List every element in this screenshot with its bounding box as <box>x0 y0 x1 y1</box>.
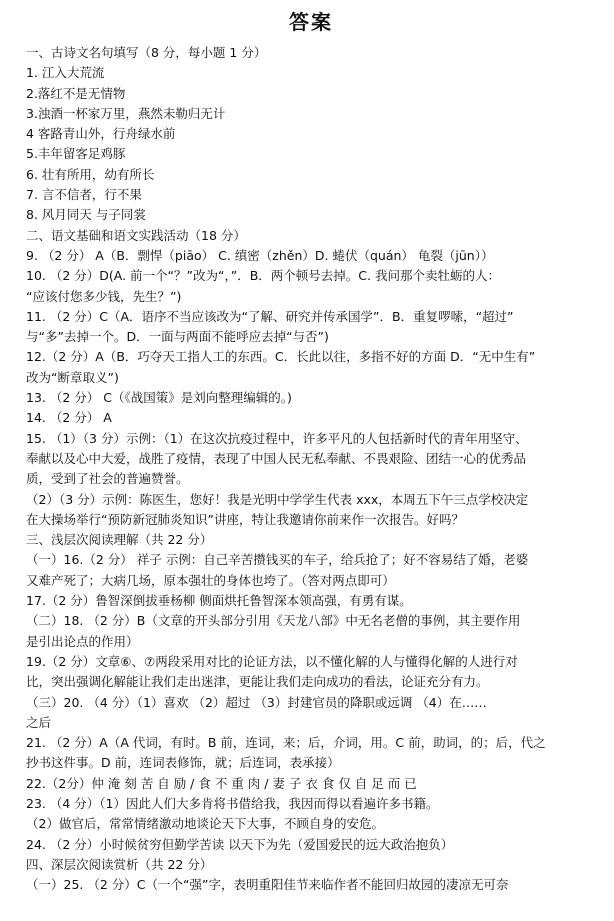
answer-line: （一）16.（2 分） 祥子 示例：自己辛苦攒钱买的车子，给兵抢了；好不容易结了婚，老婆 <box>26 552 529 568</box>
answer-line: 奉献以及心中大爱，战胜了疫情，表现了中国人民无私奉献、不畏艰险、团结一心的优秀品 <box>26 450 527 466</box>
answer-line: 又难产死了；大病几场，原本强壮的身体也垮了。（答对两点即可） <box>26 572 395 588</box>
page-title: 答案 <box>289 10 333 34</box>
answer-line: 抄书这件事。D 前，连词表修饰，就；后连词，表承接） <box>26 755 340 771</box>
answer-line: 24. （2 分）小时候贫穷但勤学苦读 以天下为先（爱国爱民的远大政治抱负） <box>26 836 454 852</box>
answer-line: 13. （2 分） C（《战国策》是刘向整理编辑的。) <box>26 390 292 406</box>
answer-line: 是引出论点的作用） <box>26 633 139 649</box>
answer-line: 改为“断章取义”) <box>26 369 119 385</box>
answer-line: 二、语文基础和语文实践活动（18 分） <box>26 227 246 243</box>
answer-line: 12.（2 分）A（B．巧夺天工指人工的东西。C．长此以往，多指不好的方面 D．“无中生有” <box>26 349 536 365</box>
answer-line: 8. 风月同天 与子同裳 <box>26 207 146 223</box>
answer-line: 23. （4 分）（1）因此人们大多肯将书借给我，我因而得以看遍许多书籍。 <box>26 795 439 811</box>
answer-line: 在大操场举行“预防新冠肺炎知识”讲座，特让我邀请你前来作一次报告。好吗？ <box>26 511 464 527</box>
answer-line: 19.（2 分）文章⑥、⑦两段采用对比的论证方法，以不懂化解的人与懂得化解的人进行对 <box>26 653 518 669</box>
answer-line: 14. （2 分） A <box>26 410 112 426</box>
answer-line: 之后 <box>26 714 52 730</box>
answer-line: 比，突出强调化解能让我们走出迷津，更能让我们走向成功的看法，论证充分有力。 <box>26 674 489 690</box>
answer-line: 质，受到了社会的普遍赞誉。 <box>26 471 189 487</box>
answer-line: （三）20. （4 分）（1）喜欢 （2）超过 （3）封建官员的降职或远调 （4）在…… <box>26 694 487 710</box>
answer-line: 2.落红不是无情物 <box>26 85 126 101</box>
answer-line: 15. （1）（3 分）示例：（1）在这次抗疫过程中，许多平凡的人包括新时代的青年用坚守、 <box>26 430 528 446</box>
answer-line: 一、古诗文名句填写（8 分，每小题 1 分） <box>26 45 267 60</box>
answer-line: 4 客路青山外，行舟绿水前 <box>26 126 176 142</box>
answer-line: 四、深层次阅读赏析（共 22 分） <box>26 856 213 872</box>
answer-line: 11. （2 分）C（A．语序不当应该改为“了解、研究并传承国学”．B．重复啰嗦，“超过” <box>26 308 514 324</box>
answer-line: （二）18. （2 分）B（文章的开头部分引用《天龙八部》中无名老僧的事例，其主要作用 <box>26 613 521 629</box>
answer-line: 22.（2分）仲 淹 刻 苦 自 励 / 食 不 重 肉 / 妻 子 衣 食 仅 自 足 而 已 <box>26 775 417 791</box>
answer-line: （一）25. （2 分）C（一个“强”字，表明重阳佳节来临作者不能回归故园的凄凉无可奈 <box>26 877 509 893</box>
answer-line: “应该付您多少钱，先生？”) <box>26 288 182 304</box>
answer-line: 三、浅层次阅读理解（共 22 分） <box>26 532 213 548</box>
answer-line: （2）做官后，常常情绪激动地谈论天下大事，不顾自身的安危。 <box>26 816 384 832</box>
answer-line: 6. 壮有所用，幼有所长 <box>26 166 155 182</box>
answer-line: （2）（3 分）示例：陈医生，您好！我是光明中学学生代表 xxx，本周五下午三点学校决定 <box>26 491 529 507</box>
answer-line: 10. （2 分）D(A. 前一个“？”改为“，”．B．两个顿号去掉。C. 我问那个卖牡蛎的人： <box>26 268 500 284</box>
answer-line: 与“多”去掉一个。D．一面与两面不能呼应去掉“与否”) <box>26 329 329 345</box>
answer-line: 9. （2 分） A（B．剽悍（piāo） C. 缜密（zhěn）D. 蜷伏（quán） 龟裂（jūn）） <box>26 247 494 263</box>
answer-line: 3.浊酒一杯家万里，燕然未勒归无计 <box>26 105 226 121</box>
answer-line: 21. （2 分）A（A 代词，有时。B 前，连词，来；后，介词，用。C 前，助词，的；后，代之 <box>26 735 546 751</box>
answer-line: 17.（2 分）鲁智深倒拔垂杨柳 侧面烘托鲁智深本领高强，有勇有谋。 <box>26 593 412 609</box>
answer-line: 7. 言不信者，行不果 <box>26 187 142 203</box>
answer-line: 5.丰年留客足鸡豚 <box>26 146 126 162</box>
answer-text-body <box>26 43 596 895</box>
answer-line: 1. 江入大荒流 <box>26 65 105 81</box>
